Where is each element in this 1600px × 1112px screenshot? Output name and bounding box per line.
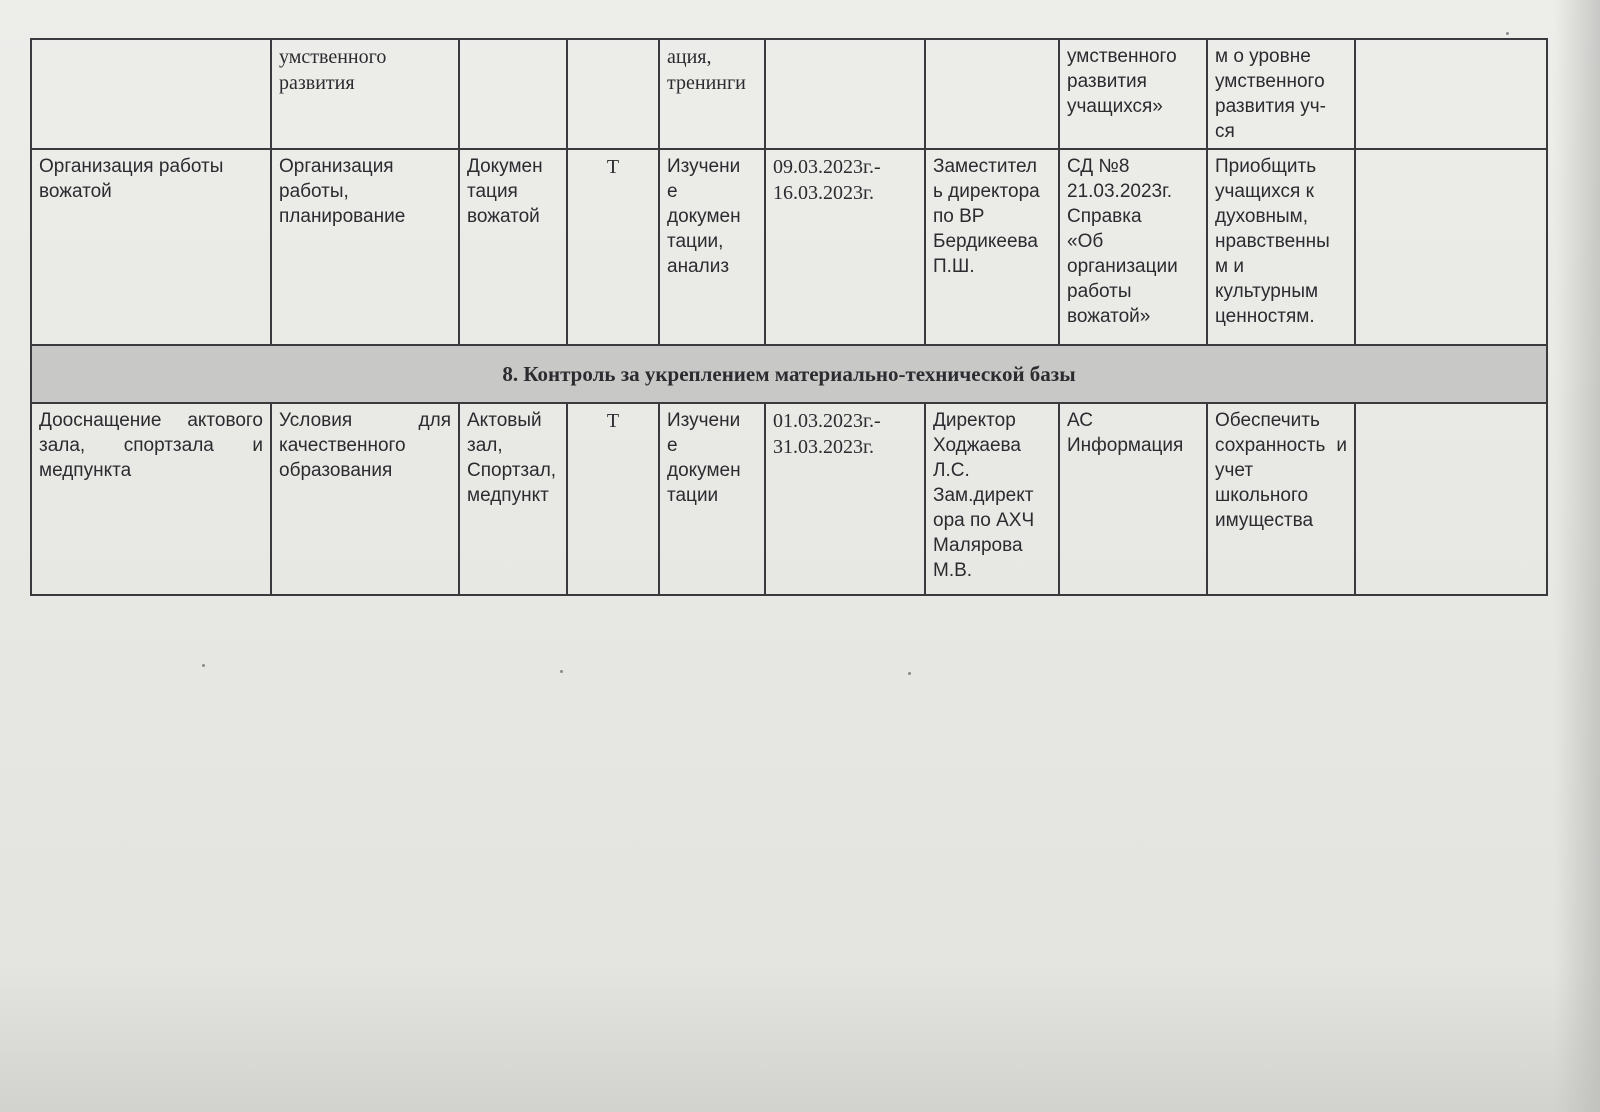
cell-dates: 01.03.2023г.- 31.03.2023г. — [765, 403, 925, 595]
table-row-continued — [31, 39, 1547, 149]
cell-method: Изучени е докумен тации — [659, 403, 765, 595]
dust-speck — [202, 664, 205, 667]
page-bottom-shadow — [0, 972, 1600, 1112]
cell-responsible — [925, 39, 1059, 149]
cell-responsible: Директор Ходжаева Л.С. Зам.директ ора по АХЧ Малярова М.В. — [925, 403, 1059, 595]
cell-topic: Организация работы вожатой — [31, 149, 271, 345]
table-row-equipment — [31, 403, 1547, 595]
cell-method: Изучени е докумен тации, анализ — [659, 149, 765, 345]
page-edge-shadow — [1554, 0, 1600, 1112]
cell-notes — [1355, 403, 1547, 595]
cell-responsible: Заместител ь директора по ВР Бердикеева П.Ш. — [925, 149, 1059, 345]
cell-notes — [1355, 149, 1547, 345]
dust-speck — [1506, 32, 1509, 35]
section-heading: 8. Контроль за укреплением материально-технической базы — [31, 345, 1547, 403]
control-plan-table — [30, 38, 1548, 596]
cell-topic — [31, 39, 271, 149]
cell-method: ация, тренинги — [659, 39, 765, 149]
table-row-vozhataya — [31, 149, 1547, 345]
cell-dates: 09.03.2023г.- 16.03.2023г. — [765, 149, 925, 345]
cell-topic: Дооснащение актового зала, спортзала и медпункта — [31, 403, 271, 595]
dust-speck — [560, 670, 563, 673]
cell-object — [459, 39, 567, 149]
cell-object: Докумен тация вожатой — [459, 149, 567, 345]
cell-result: АС Информация — [1059, 403, 1207, 595]
cell-result: СД №8 21.03.2023г. Справка «Об организации работы вожатой» — [1059, 149, 1207, 345]
cell-object: Актовый зал, Спортзал, медпункт — [459, 403, 567, 595]
cell-result: умственного развития учащихся» — [1059, 39, 1207, 149]
cell-type — [567, 39, 659, 149]
cell-goal: Условия для качественного образования — [271, 403, 459, 595]
cell-goal: Организация работы, планирование — [271, 149, 459, 345]
cell-type: Т — [567, 403, 659, 595]
cell-type: Т — [567, 149, 659, 345]
dust-speck — [908, 672, 911, 675]
cell-notes — [1355, 39, 1547, 149]
cell-decision: Приобщить учащихся к духовным, нравственны м и культурным ценностям. — [1207, 149, 1355, 345]
cell-decision: м о уровне умственного развития уч- ся — [1207, 39, 1355, 149]
cell-goal: умственного развития — [271, 39, 459, 149]
section-heading-row — [31, 345, 1547, 403]
cell-decision: Обеспечить сохранность и учет школьного имущества — [1207, 403, 1355, 595]
cell-dates — [765, 39, 925, 149]
